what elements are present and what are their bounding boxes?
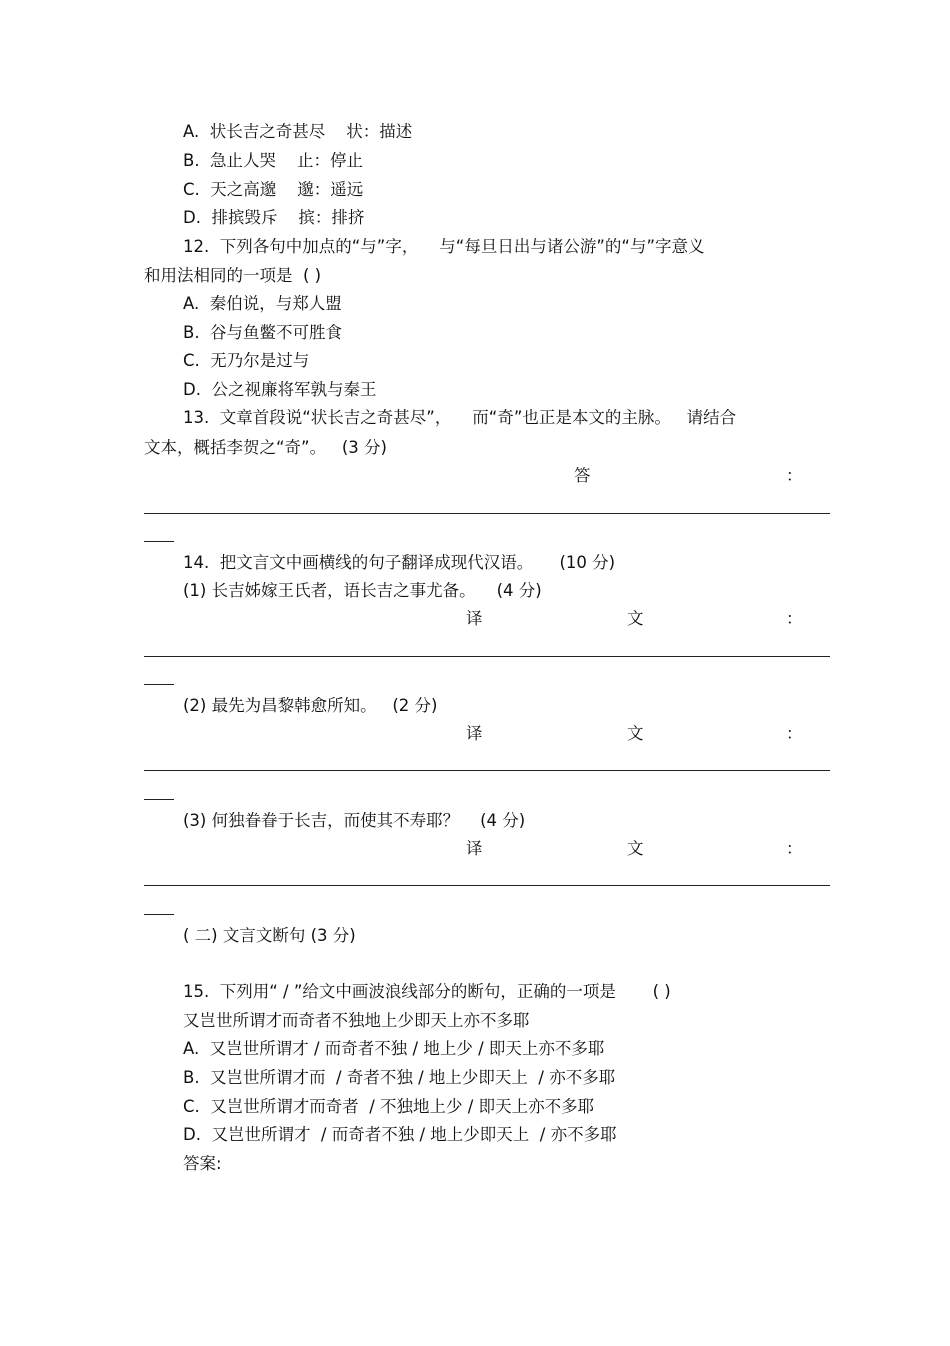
q13-answer-colon: ： bbox=[786, 466, 803, 485]
q14-part-1-answer-line-end bbox=[144, 684, 174, 685]
q11-option-a: A. 状长吉之奇甚尽 状：描述 bbox=[183, 122, 413, 141]
q13-answer-line bbox=[144, 513, 830, 514]
q14-part-1-answer-line bbox=[144, 656, 830, 657]
q15-sentence: 又岂世所谓才而奇者不独地上少即天上亦不多耶 bbox=[183, 1011, 530, 1030]
q14-part-1-colon: ： bbox=[786, 609, 803, 628]
q12-stem-line2: 和用法相同的一项是 ( ) bbox=[144, 266, 322, 285]
q14-part-3-answer-line-end bbox=[144, 914, 174, 915]
q15-option-a: A. 又岂世所谓才 / 而奇者不独 / 地上少 / 即天上亦不多耶 bbox=[183, 1039, 605, 1058]
q13-stem-line1: 13. 文章首段说“状长吉之奇甚尽”， 而“奇”也正是本文的主脉。 请结合 bbox=[183, 408, 737, 427]
q14-part-2-answer-line-end bbox=[144, 799, 174, 800]
q14-part-3-label-wen: 文 bbox=[627, 839, 644, 858]
q15-stem: 15. 下列用“ / ”给文中画波浪线部分的断句，正确的一项是 ( ) bbox=[183, 982, 671, 1001]
q12-option-c: C. 无乃尔是过与 bbox=[183, 351, 310, 370]
q13-answer-label: 答 bbox=[574, 466, 591, 485]
q14-part-2: (2) 最先为昌黎韩愈所知。 (2 分) bbox=[183, 696, 438, 715]
q13-stem-line2: 文本，概括李贺之“奇”。 (3 分) bbox=[144, 438, 387, 457]
q12-option-a: A. 秦伯说，与郑人盟 bbox=[183, 294, 342, 313]
section-heading: ( 二) 文言文断句 (3 分) bbox=[183, 926, 356, 945]
q14-part-2-answer-line bbox=[144, 770, 830, 771]
q14-part-3-colon: ： bbox=[786, 839, 803, 858]
q11-option-d: D. 排摈毁斥 摈：排挤 bbox=[183, 208, 365, 227]
q12-option-d: D. 公之视廉将军孰与秦王 bbox=[183, 380, 377, 399]
q15-option-d: D. 又岂世所谓才 / 而奇者不独 / 地上少即天上 / 亦不多耶 bbox=[183, 1125, 617, 1144]
q12-stem-line1: 12. 下列各句中加点的“与”字， 与“每旦日出与诸公游”的“与”字意义 bbox=[183, 237, 705, 256]
q14-part-1-label-wen: 文 bbox=[627, 609, 644, 628]
q14-part-2-label-wen: 文 bbox=[627, 724, 644, 743]
q15-option-b: B. 又岂世所谓才而 / 奇者不独 / 地上少即天上 / 亦不多耶 bbox=[183, 1068, 616, 1087]
q14-stem: 14. 把文言文中画横线的句子翻译成现代汉语。 (10 分) bbox=[183, 553, 616, 572]
q15-answer-label: 答案: bbox=[183, 1154, 222, 1173]
q14-part-2-colon: ： bbox=[786, 724, 803, 743]
q14-part-1: (1) 长吉姊嫁王氏者，语长吉之事尤备。 (4 分) bbox=[183, 581, 542, 600]
q15-option-c: C. 又岂世所谓才而奇者 / 不独地上少 / 即天上亦不多耶 bbox=[183, 1097, 595, 1116]
q14-part-3-answer-line bbox=[144, 885, 830, 886]
q14-part-1-label-yi: 译 bbox=[466, 609, 483, 628]
q14-part-3: (3) 何独眷眷于长吉，而使其不寿耶？ (4 分) bbox=[183, 811, 526, 830]
q11-option-b: B. 急止人哭 止：停止 bbox=[183, 151, 364, 170]
q11-option-c: C. 天之高邈 邈：遥远 bbox=[183, 180, 364, 199]
q14-part-2-label-yi: 译 bbox=[466, 724, 483, 743]
q12-option-b: B. 谷与鱼鳖不可胜食 bbox=[183, 323, 343, 342]
q14-part-3-label-yi: 译 bbox=[466, 839, 483, 858]
q13-answer-line-end bbox=[144, 541, 174, 542]
